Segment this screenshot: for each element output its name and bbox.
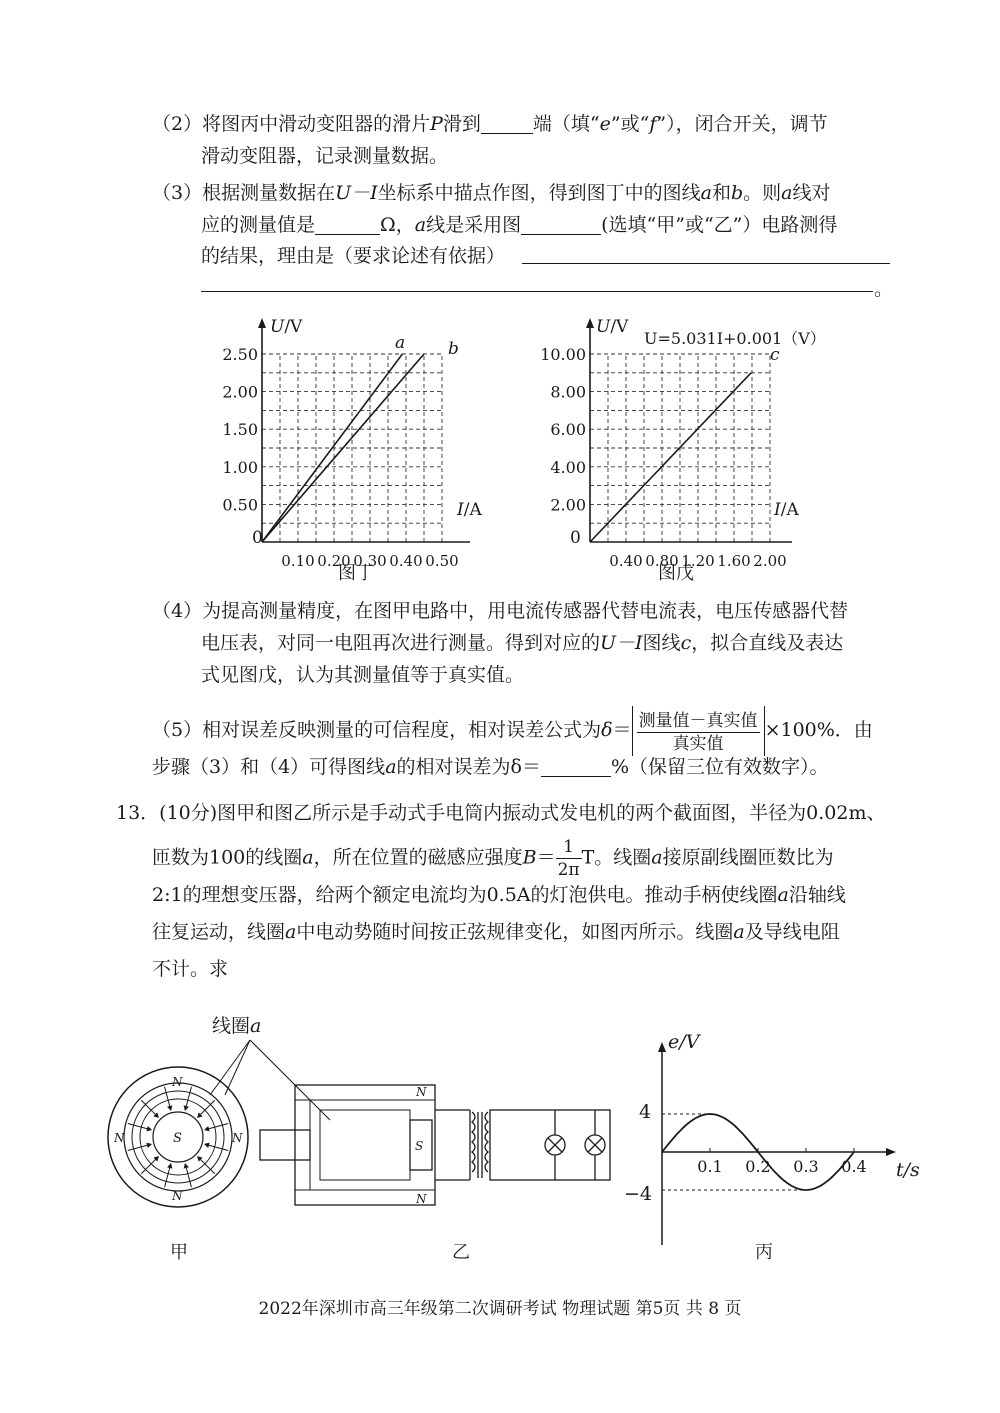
text: 电压表，对同一电阻再次进行测量。得到对应的 [201, 632, 601, 654]
var-a: a [700, 182, 712, 204]
text: （5）相对误差反映测量的可信程度，相对误差公式为 [152, 719, 602, 741]
secondary-coil [485, 1112, 488, 1172]
x-tick-label: 0.10 [281, 552, 315, 570]
field-arrow-head [168, 1164, 172, 1168]
leader-line [210, 1040, 250, 1095]
x-tick-label: 2.00 [753, 552, 787, 570]
y-tick-label: 10.00 [540, 345, 586, 364]
text: ＝ [536, 846, 556, 869]
error-formula-fraction [637, 710, 760, 755]
x-axis-label: I/A [774, 500, 799, 520]
text: 匝数为100的线圈 [152, 846, 303, 869]
y-tick-label: 2.50 [222, 345, 258, 364]
fraction-denominator: 真实值 [672, 733, 724, 754]
x-tick-label: 1.20 [681, 552, 715, 570]
y-axis-label: U/V [270, 317, 303, 337]
text: 端（填“ [532, 113, 600, 135]
fit-formula: U=5.031I+0.001（V） [644, 329, 826, 348]
text: (选填“甲”或“乙”）电路测得 [601, 214, 838, 236]
text: 接原副线圈匝数比为 [662, 846, 834, 869]
generator-housing [295, 1085, 435, 1205]
origin-label: 0 [252, 528, 263, 548]
magnet-n-bottom: N [416, 1192, 427, 1206]
x-tick-label: 1.60 [717, 552, 751, 570]
fig-ding-grid [262, 354, 442, 542]
var-p: P [430, 113, 443, 135]
field-arrow-head [184, 1106, 188, 1110]
t-tick-label: 0.3 [793, 1157, 819, 1176]
answer-blank[interactable] [481, 113, 533, 134]
pole-s-center: S [173, 1131, 182, 1146]
fig-yi-caption: 乙 [452, 1242, 470, 1263]
text: 应的测量值是 [201, 214, 316, 236]
text: 线对 [792, 182, 831, 204]
q13-line4 [152, 919, 840, 945]
q12-step3-line1 [152, 180, 831, 206]
field-arrow-head [147, 1143, 151, 1147]
x-tick-label: 0.30 [353, 552, 387, 570]
e-max-label: 4 [639, 1101, 652, 1123]
var-ui: U－I [600, 632, 643, 654]
text: %（保留三位有效数字）。 [610, 756, 829, 778]
var-b: B [522, 846, 537, 869]
t-tick-label: 0.4 [841, 1157, 867, 1176]
text: ＝ [612, 719, 632, 741]
var-delta: δ [601, 719, 613, 741]
var-e: e [599, 113, 611, 135]
field-arrow-head [205, 1127, 209, 1131]
answer-line[interactable] [522, 263, 890, 264]
text: （2）将图丙中滑动变阻器的滑片 [152, 113, 431, 135]
e-axis-label: e/V [668, 1031, 700, 1053]
magnet-n-top: N [416, 1085, 427, 1099]
text: 的相对误差为δ＝ [396, 756, 541, 778]
origin-label: 0 [570, 528, 581, 548]
fig-wu-caption: 图戊 [658, 563, 694, 584]
var-a: a [385, 756, 397, 778]
primary-coil [470, 1110, 475, 1180]
fig-bing [624, 1031, 920, 1263]
t-axis-label: t/s [896, 1159, 920, 1181]
var-ui: U－I [335, 182, 378, 204]
y-tick-label: 1.50 [222, 420, 258, 440]
text: 线是采用图 [426, 214, 522, 236]
x-tick-label: 0.20 [317, 552, 351, 570]
var-a: a [781, 182, 793, 204]
var-b: b [730, 182, 744, 204]
y-tick-label: 2.00 [222, 382, 258, 402]
x-tick-label: 0.80 [645, 552, 679, 570]
series-label-a: a [395, 333, 406, 353]
x-tick-label: 0.40 [389, 552, 423, 570]
text: 滑到 [442, 113, 481, 135]
t-axis-arrow [886, 1148, 896, 1156]
text: ×100%．由 [764, 719, 873, 741]
q13-line3 [152, 882, 846, 908]
answer-blank[interactable] [521, 214, 601, 235]
q12-step2-line2: 滑动变阻器，记录测量数据。 [201, 145, 449, 167]
text: 。则 [743, 182, 782, 204]
answer-line[interactable] [201, 291, 873, 292]
e-axis-arrow [658, 1042, 666, 1052]
fig-wu-chart [540, 310, 840, 590]
field-arrow-head [205, 1143, 209, 1147]
y-tick-label: 1.00 [222, 457, 258, 477]
text: ，拟合直线及表达 [691, 632, 844, 654]
var-a: a [285, 921, 297, 943]
y-tick-label: 0.50 [222, 495, 258, 515]
fraction-numerator: 测量值－真实值 [638, 710, 758, 731]
text: T。线圈 [581, 846, 652, 869]
text: 中电动势随时间按正弦规律变化，如图丙所示。线圈 [296, 921, 734, 943]
e-min-label: −4 [624, 1183, 653, 1205]
q12-step3-line3: 的结果，理由是（要求论述有依据） [201, 245, 506, 267]
var-a: a [651, 846, 663, 869]
pole-n-top: N [172, 1075, 183, 1089]
x-tick-label: 0.50 [425, 552, 459, 570]
q12-step5-line2 [152, 754, 829, 780]
var-a: a [302, 846, 314, 869]
x-axis-label: I/A [457, 500, 482, 520]
page-footer: 2022年深圳市高三年级第二次调研考试 物理试题 第5页 共 8 页 [258, 1299, 742, 1319]
q12-step4-line1: （4）为提高测量精度，在图甲电路中，用电流传感器代替电流表，电压传感器代替 [152, 600, 849, 622]
q13-line2 [152, 836, 834, 881]
fig-jia [108, 1067, 248, 1263]
var-c: c [680, 632, 692, 654]
fig-ding-chart [222, 310, 490, 590]
coil-body [320, 1110, 410, 1180]
text: 和 [711, 182, 731, 204]
pole-n-left: N [114, 1131, 125, 1145]
fig-ding-caption: 图丁 [338, 563, 374, 584]
q12-step4-line2 [201, 630, 843, 656]
var-a: a [777, 884, 789, 906]
magnet-s: S [415, 1139, 424, 1153]
y-tick-label: 4.00 [550, 457, 586, 477]
x-tick-label: 0.40 [609, 552, 643, 570]
y-axis-arrow [258, 318, 266, 328]
text: Ω， [380, 214, 415, 236]
y-axis-label: U/V [596, 317, 629, 337]
series-line-c [590, 373, 751, 542]
pole-n-bottom: N [172, 1189, 183, 1203]
fig-jia-caption: 甲 [170, 1242, 188, 1263]
text: 及导线电阻 [744, 921, 840, 943]
q12-step4-line3: 式见图戊，认为其测量值等于真实值。 [201, 664, 525, 686]
fig-bing-caption: 丙 [755, 1242, 773, 1263]
text: 沿轴线 [788, 884, 846, 906]
coil-label: 线圈a [212, 1015, 262, 1037]
q12-step3-line2 [201, 212, 837, 238]
answer-blank[interactable] [315, 214, 380, 235]
q12-step5-line1 [152, 705, 873, 756]
y-tick-label: 8.00 [550, 382, 586, 402]
text: ”或“ [610, 113, 650, 135]
abs-bars [632, 706, 765, 756]
q13-line5: 不计。求 [152, 958, 229, 980]
y-axis-arrow [586, 318, 594, 328]
b-field-fraction [556, 836, 582, 881]
period: 。 [874, 278, 894, 300]
pole-n-right: N [232, 1131, 243, 1145]
handle [260, 1130, 310, 1160]
text: 图线 [642, 632, 681, 654]
y-tick-label: 2.00 [550, 495, 586, 515]
field-arrow-head [184, 1164, 188, 1168]
fraction-numerator: 1 [556, 836, 582, 859]
series-label-b: b [448, 339, 459, 359]
answer-blank[interactable] [541, 756, 611, 777]
text: （3）根据测量数据在 [152, 182, 336, 204]
q12-step2-line1 [152, 111, 828, 137]
t-tick-label: 0.2 [745, 1157, 771, 1176]
leader-line [250, 1040, 330, 1120]
var-f: f [649, 113, 657, 135]
field-arrow-head [147, 1127, 151, 1131]
field-arrow-head [168, 1106, 172, 1110]
text: 坐标系中描点作图，得到图丁中的图线 [377, 182, 701, 204]
text: ，所在位置的磁感应强度 [313, 846, 523, 869]
text: 步骤（3）和（4）可得图线 [152, 756, 386, 778]
leader-line [225, 1040, 250, 1095]
q13-figures [100, 1000, 930, 1275]
text: 2:1的理想变压器，给两个额定电流均为0.5A的灯泡供电。推动手柄使线圈 [152, 884, 778, 906]
q13-line1: 13．(10分)图甲和图乙所示是手动式手电筒内振动式发电机的两个截面图，半径为0.02m、 [116, 802, 886, 824]
var-a: a [733, 921, 745, 943]
fraction-denominator: 2π [557, 860, 580, 880]
series-label-c: c [770, 345, 780, 365]
text: ”），闭合开关，调节 [656, 113, 828, 135]
y-tick-label: 6.00 [550, 420, 586, 440]
var-a: a [414, 214, 427, 236]
text: 往复运动，线圈 [152, 921, 286, 943]
t-tick-label: 0.1 [697, 1157, 723, 1176]
